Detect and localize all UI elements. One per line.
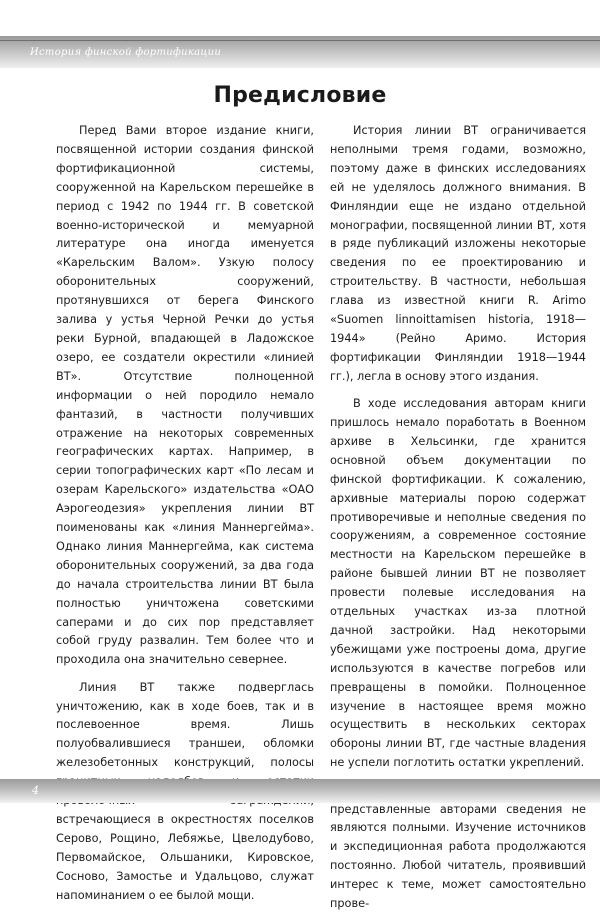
header-rule [0,40,600,41]
paragraph: Перед Вами второе издание книги, посвященной истории создания финской фортификационной системы, сооруженной на Карельском перешейке в период с 1942 по 1944 гг. В советской военно-исторической и мемуарной литературе она иногда именуется «Карельским Валом». Узкую полосу оборонительных сооружений, протянувшихся от берега Финского залива у устья Черной Речки до устья реки Бурной, впадающей в Ладожское озеро, ее создатели окрестили «линией ВТ». Отсутствие полноценной информации о ней породило немало фантазий, в частности получивших отражение на некоторых современных географических картах. Например, в серии топографических карт «По лесам и озерам Карельского» издательства «ОАО Аэрогеодезия» укрепления линии ВТ поименованы как «линия Маннергейма». Однако линия Маннергейма, как система оборонительных сооружений, за два года до начала строительства линии ВТ была полностью уничтожена советскими саперами и до сих пор представляет собой груду развалин. Тем более что и проходила она значительно севернее. [56,124,314,667]
page-title: Предисловие [213,82,387,108]
paragraph: представленные авторами сведения не являются полными. Изучение источников и экспедиционная работа продолжаются постоянно. Любой читатель, проявивший интерес к теме, может самостоятельно прове- [330,802,586,911]
paragraph: Линия ВТ также подверглась уничтожению, как в ходе боев, так и в послевоенное время. Лишь полуобвалившиеся траншеи, обломки железобетонных конструкций, полосы встречающиеся в окрестностях поселков Серово, Рощино, Лебяжье, Цвелодубово, Первомайское, Ольшаники, Кировское, Сосново, Замостье и Удальцово, служат напоминанием о ее былой мощи. [56,680,314,902]
page-number: 4 [32,784,39,797]
footer-band [0,779,600,803]
paragraph: В ходе исследования авторам книги пришлось немало поработать в Военном архиве в Хельсинки, где хранится основной объем документации по финской фортификации. К сожалению, архивные материалы порою содержат противоречивые и неполные сведения по сооружениям, а современное состояние местности на Карельском перешейке в районе бывшей линии ВТ не позволяет провести полевые исследования на отдельных участках из-за плотной дачной застройки. Над некоторыми убежищами уже построены дома, другие используются в качестве погребов или превращены в помойки. Полноценное изучение в настоящее время можно осуществить в нескольких секторах обороны линии ВТ, где частные владения не успели поглотить остатки укреплений. [330,397,586,770]
paragraph: История линии ВТ ограничивается неполными тремя годами, возможно, поэтому даже в финских исследованиях ей не уделялось должного внимания. В Финляндии еще не издано отдельной монографии, посвященной линии ВТ, хотя в ряде публикаций изложены некоторые сведения по ее проектированию и строительству. В частности, небольшая глава из известной книги R. Arimo «Suomen linnoittamisen historia, 1918—1944» (Рейно Аримо. История фортификации Финляндии 1918—1944 гг.), легла в основу этого издания. [330,124,586,383]
running-head: История финской фортификации [30,47,222,58]
